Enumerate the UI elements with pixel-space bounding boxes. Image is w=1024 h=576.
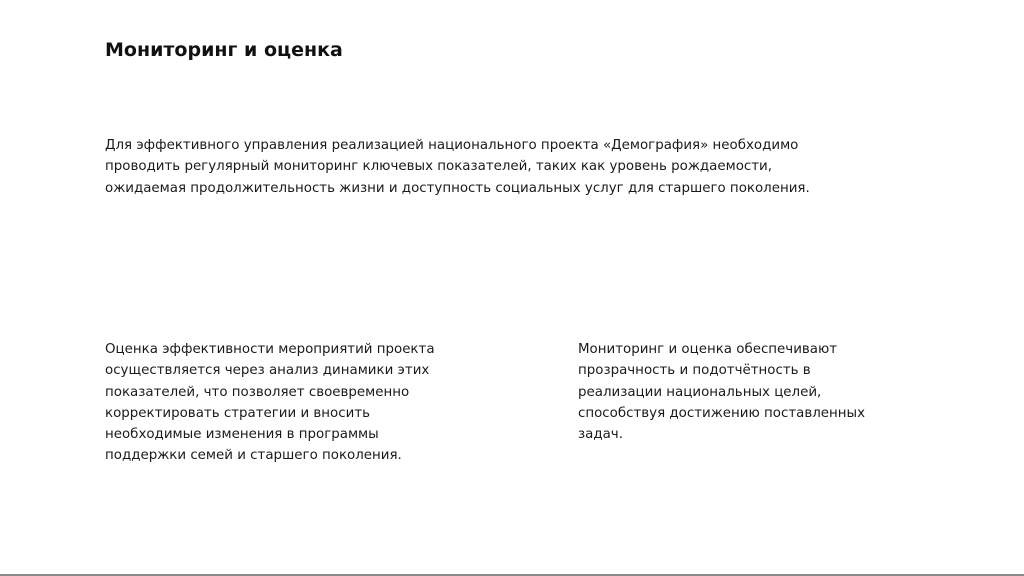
slide-title: Мониторинг и оценка [105,39,343,61]
left-column-paragraph: Оценка эффективности мероприятий проекта осуществляется через анализ динамики этих показателей, что позволяет своевременно корректировать стратегии и вносить необходимые изменения в программы поддержки семей и старшего поколения. [105,342,435,464]
intro-paragraph: Для эффективного управления реализацией национального проекта «Демография» необходимо проводить регулярный мониторинг ключевых показателей, таких как уровень рождаемости, ожидаемая продолжительность жизни и доступность социальных услуг для старшего поколения. [105,138,810,196]
right-column-paragraph: Мониторинг и оценка обеспечивают прозрачность и подотчётность в реализации национальных целей, способствуя достижению поставленных задач. [578,342,866,443]
